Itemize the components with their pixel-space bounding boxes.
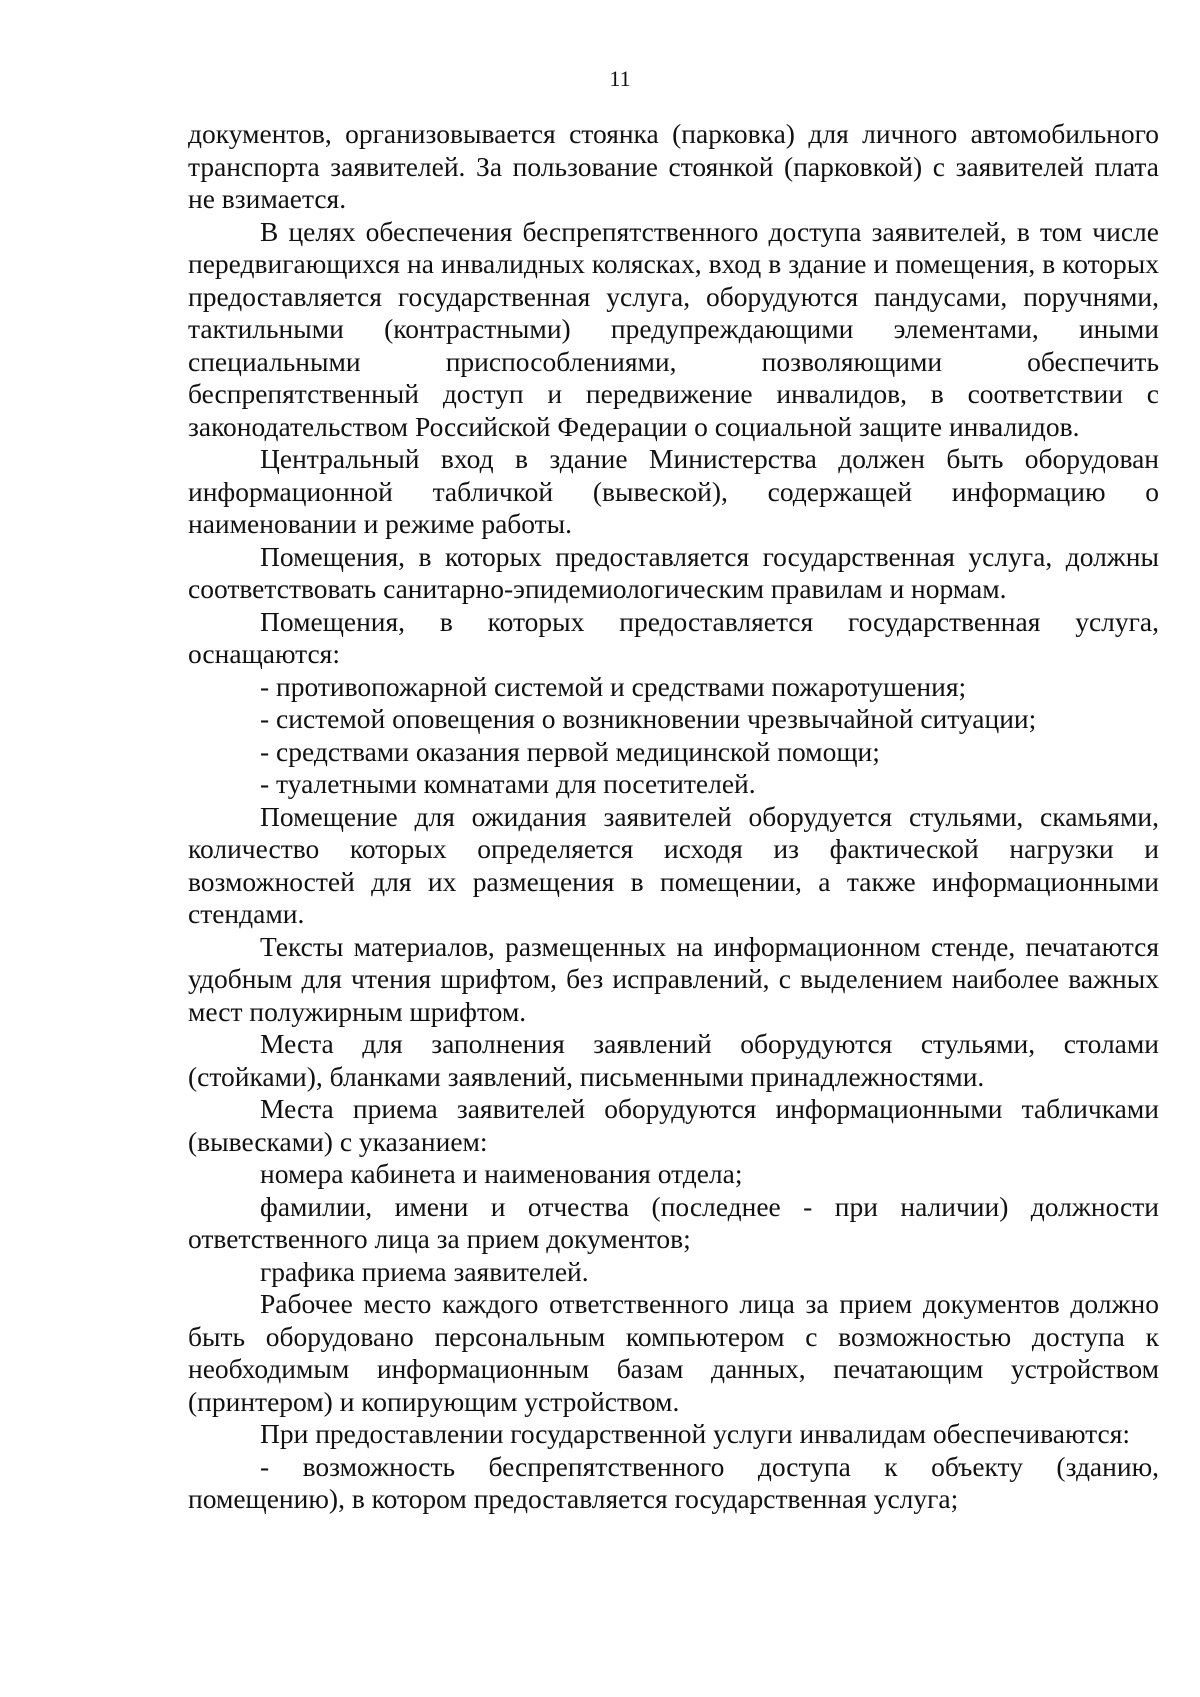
- list-item: - возможность беспрепятственного доступа к объекту (зданию, помещению), в котором предоставляется государственная услуга;: [188, 1450, 1159, 1514]
- paragraph: Помещения, в которых предоставляется государственная услуга, оснащаются:: [188, 605, 1159, 669]
- paragraph: При предоставлении государственной услуги инвалидам обеспечиваются:: [260, 1418, 1130, 1449]
- paragraph: Помещение для ожидания заявителей оборудуется стульями, скамьями, количество которых определяется исходя из фактической нагрузки и возможностей для их размещения в помещении, а также информационными стендами.: [188, 800, 1159, 929]
- list-item: номера кабинета и наименования отдела;: [260, 1158, 743, 1189]
- paragraph: Места для заполнения заявлений оборудуются стульями, столами (стойками), бланками заявлений, письменными принадлежностями.: [188, 1028, 1159, 1092]
- paragraph: Рабочее место каждого ответственного лица за прием документов должно быть оборудовано персональным компьютером с возможностью доступа к необходимым информационным базам данных, печатающим устройством (принтером) и копирующим устройством.: [188, 1288, 1159, 1417]
- document-body: [188, 118, 1159, 1516]
- list-item: - противопожарной системой и средствами пожаротушения;: [260, 670, 967, 702]
- list-item: - системой оповещения о возникновении чрезвычайной ситуации;: [260, 703, 1037, 734]
- paragraph: Места приема заявителей оборудуются информационными табличками (вывесками) с указанием:: [188, 1093, 1159, 1157]
- list-item: - туалетными комнатами для посетителей.: [260, 768, 756, 799]
- paragraph: Центральный вход в здание Министерства должен быть оборудован информационной табличкой (вывеской), содержащей информацию о наименовании и режиме работы.: [188, 443, 1159, 539]
- paragraph: Тексты материалов, размещенных на информационном стенде, печатаются удобным для чтения шрифтом, без исправлений, с выделением наиболее важных мест полужирным шрифтом.: [188, 930, 1159, 1027]
- page-number: 11: [609, 66, 631, 91]
- paragraph: Помещения, в которых предоставляется государственная услуга, должны соответствовать санитарно-эпидемиологическим правилам и нормам.: [188, 540, 1159, 604]
- paragraph: документов, организовывается стоянка (парковка) для личного автомобильного транспорта заявителей. За пользование стоянкой (парковкой) с заявителей плата не взимается.: [188, 118, 1159, 214]
- list-item: - средствами оказания первой медицинской помощи;: [260, 735, 880, 767]
- paragraph: В целях обеспечения беспрепятственного доступа заявителей, в том числе передвигающихся на инвалидных колясках, вход в здание и помещения, в которых предоставляется государственная услуга, оборудуются пандусами, поручнями, тактильными (контрастными) предупреждающими элементами, иными специальными приспособлениями, позволяющими обеспечить беспрепятственный доступ и передвижение инвалидов, в соответствии с законодательством Российской Федерации о социальной защите инвалидов.: [188, 215, 1159, 442]
- list-item: графика приема заявителей.: [260, 1255, 589, 1287]
- list-item: фамилии, имени и отчества (последнее - при наличии) должности ответственного лица за прием документов;: [188, 1190, 1159, 1254]
